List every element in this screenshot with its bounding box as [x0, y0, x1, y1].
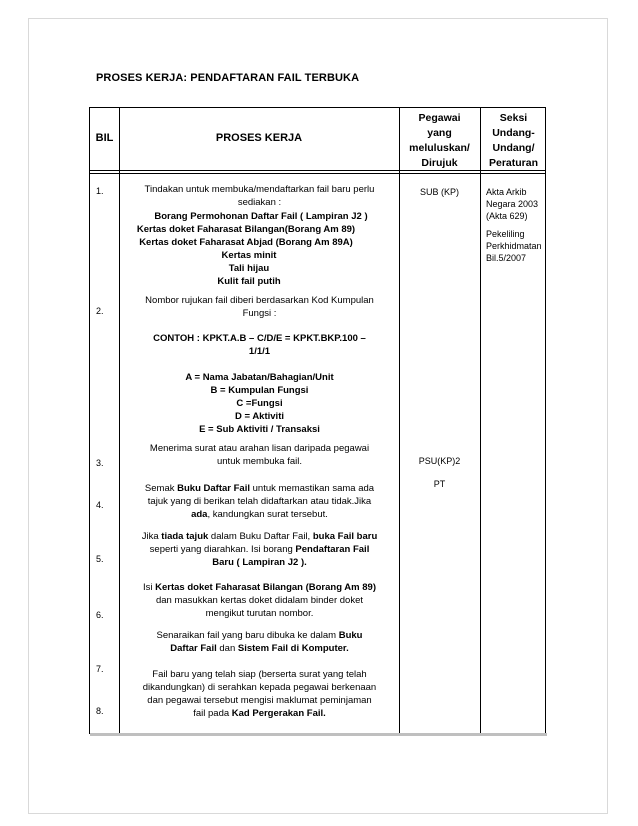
step-7-text: Senaraikan fail yang baru dibuka ke dalam Buku Daftar Fail dan Sistem Fail di Komputer. [156, 630, 363, 654]
officer-psu-kp2: PSU(KP)2 [418, 456, 461, 466]
bil-number: 2. [96, 306, 104, 316]
step-4-text: Semak Buku Daftar Fail untuk memastikan sama ada tajuk yang di berikan telah didaftarkan atau tidak.Jika ada, kandungkan surat tersebut. [144, 483, 375, 520]
step-8-text: Fail baru yang telah siap (berserta surat yang telah dikandungkan) di serahkan kepada pegawai berkenaan dan pegawai tersebut mengisi maklumat peminjaman fail pada Kad Pergerakan Fail. [142, 669, 377, 719]
step-2-intro: Nombor rujukan fail diberi berdasarkan Kod Kumpulan Fungsi : [145, 295, 374, 319]
step-3-text: Menerima surat atau arahan lisan daripada pegawai untuk membuka fail. [149, 443, 370, 467]
bil-number: 3. [96, 458, 104, 468]
header-pegawai: Pegawai yang meluluskan/ Dirujuk [409, 112, 470, 169]
step-5-text: Jika tiada tajuk dalam Buku Daftar Fail, buka Fail baru seperti yang diarahkan. Isi borang Pendaftaran Fail Baru ( Lampiran J2 ). [141, 531, 378, 568]
header-divider [90, 173, 545, 174]
step-1-intro: Tindakan untuk membuka/mendaftarkan fail baru perlu sediakan : [144, 184, 375, 208]
bil-number: 1. [96, 186, 104, 196]
regulation-akta: Akta Arkib Negara 2003 (Akta 629) Pekeliling Perkhidmatan Bil.5/2007 [486, 187, 542, 263]
bil-number: 6. [96, 610, 104, 620]
page-title: PROSES KERJA: PENDAFTARAN FAIL TERBUKA [96, 72, 360, 84]
column-divider [480, 108, 481, 733]
step-1-items: Borang Permohonan Daftar Fail ( Lampiran J2 ) Kertas doket Faharasat Bilangan(Borang Am 89) Kertas doket Faharasat Abjad (Borang Am 89A) Kertas minit Tali hijau Kulit fail putih [136, 211, 368, 287]
header-proses-kerja: PROSES KERJA [215, 132, 303, 144]
bil-number: 7. [96, 664, 104, 674]
bil-number: 5. [96, 554, 104, 564]
step-6-text: Isi Kertas doket Faharasat Bilangan (Borang Am 89) dan masukkan kertas doket didalam binder doket mengikut turutan nombor. [143, 582, 376, 619]
header-bil: BIL [95, 132, 114, 144]
bil-number: 8. [96, 706, 104, 716]
table-shadow [90, 733, 547, 736]
officer-sub-kp: SUB (KP) [419, 187, 459, 197]
header-seksyen: Seksi Undang- Undang/ Peraturan [488, 112, 539, 169]
step-2-legend: A = Nama Jabatan/Bahagian/Unit B = Kumpulan Fungsi C =Fungsi D = Aktiviti E = Sub Aktiviti / Transaksi [185, 372, 334, 435]
process-table [89, 107, 546, 734]
step-2-example: CONTOH : KPKT.A.B – C/D/E = KPKT.BKP.100 – 1/1/1 [153, 333, 366, 357]
officer-pt: PT [433, 479, 446, 489]
column-divider [399, 108, 400, 733]
bil-number: 4. [96, 500, 104, 510]
